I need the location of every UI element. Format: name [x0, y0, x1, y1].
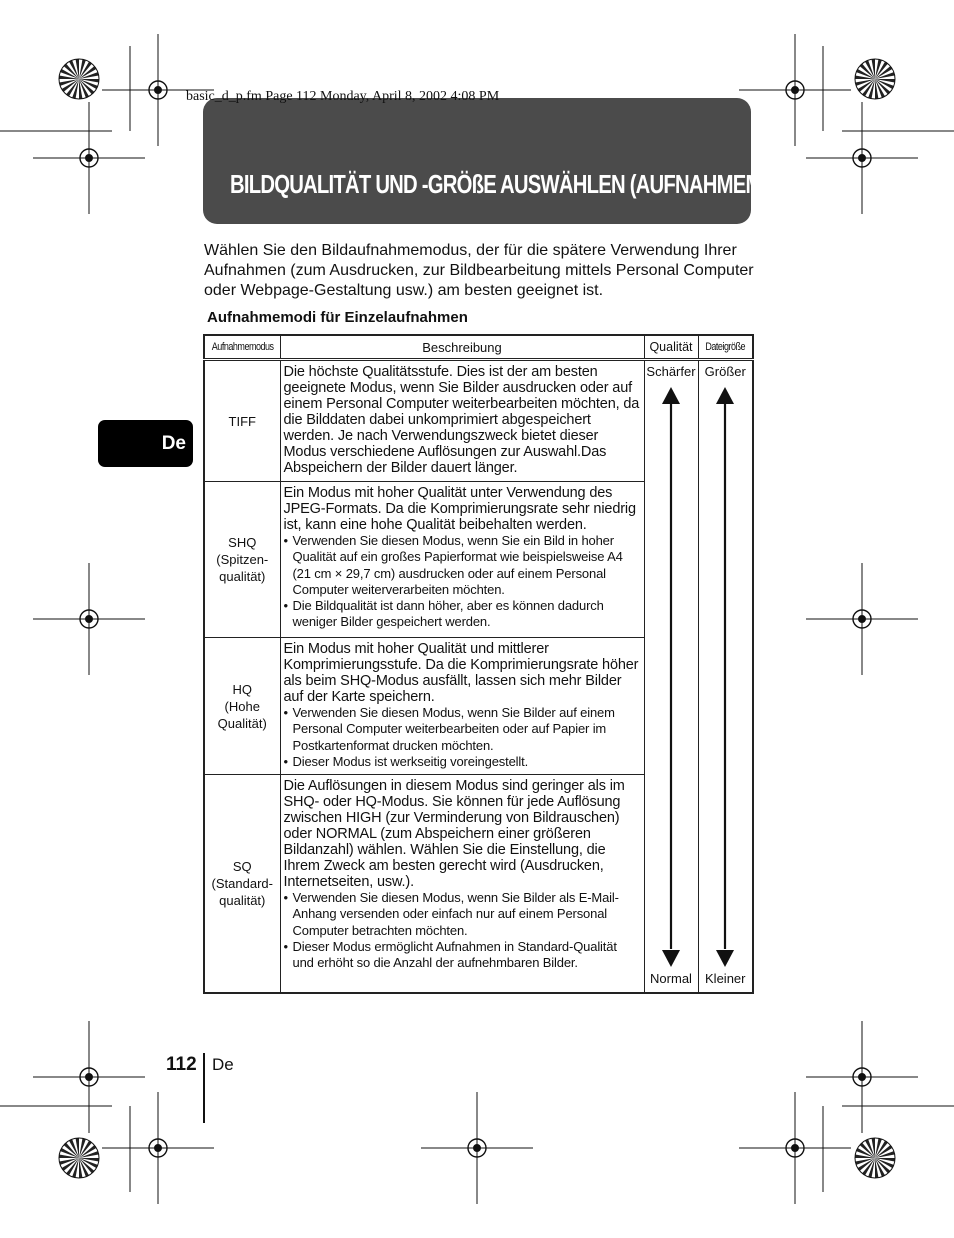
header-quality: Qualität [644, 335, 698, 360]
quality-scale-top: Schärfer [646, 364, 696, 379]
registration-mark-icon [33, 102, 145, 214]
footer-language: De [212, 1055, 234, 1074]
size-scale [698, 360, 753, 993]
mode-cell: SHQ (Spitzen- qualität) [204, 482, 280, 638]
bullet-list [284, 890, 641, 971]
bullet-list [284, 533, 641, 631]
description-cell [280, 360, 644, 482]
table-header-row [204, 335, 753, 360]
header-mode: Aufnahmemodus [204, 335, 280, 360]
star-target-icon [855, 1138, 895, 1178]
description-cell [280, 775, 644, 993]
star-target-icon [59, 59, 99, 99]
mode-cell: TIFF [204, 360, 280, 482]
description-cell [280, 482, 644, 638]
list-item: • Verwenden Sie diesen Modus, wenn Sie Bilder als E-Mail-Anhang versenden oder einfach nur auf einem Personal Computer betrachten möchten. [284, 890, 641, 939]
intro-paragraph [204, 241, 754, 301]
quality-scale-bottom: Normal [650, 970, 692, 986]
description-text: Ein Modus mit hoher Qualität und mittlerer Komprimierungsstufe. Da die Komprimierungsrate höher als beim SHQ-Modus ausfällt, lassen sich mehr Bilder auf der Karte speichern. [283, 641, 639, 705]
star-target-icon [59, 1138, 99, 1178]
list-item: • Dieser Modus ermöglicht Aufnahmen in Standard-Qualität und erhöht so die Anzahl der aufnehmbaren Bilder. [284, 939, 641, 972]
description-cell [280, 638, 644, 775]
description-text: Die Auflösungen in diesem Modus sind geringer als im SHQ- oder HQ-Modus. Sie können für jede Auflösung zwischen HIGH (zur Verminderung von Bildrauschen) oder NORMAL (zum Abspeichern einer größeren Bildanzahl) wählen. Wählen Sie die Einstellung, die Ihrem Zweck am besten gerecht wird (Ausdrucken, Internetseiten, usw.). [283, 778, 625, 891]
description-text: Die höchste Qualitätsstufe. Dies ist der am besten geeignete Modus, wenn Sie Bilder ausdrucken oder auf einem Personal Computer weiterbearbeiten möchten, da die Bilddaten dabei unkomprimiert abgespeichert werden. Je nach Verwendungszweck bietet dieser Modus verschiedene Auflösungen zur Auswahl.Das Abspeichern der Bilder dauert länger. [283, 364, 640, 476]
size-scale-bottom: Kleiner [705, 970, 746, 986]
list-item: • Verwenden Sie diesen Modus, wenn Sie Bilder auf einem Personal Computer weiterbearbeiten oder auf Papier im Postkartenformat drucken möchten. [284, 705, 641, 754]
header-description: Beschreibung [280, 335, 644, 360]
double-arrow-icon [715, 387, 735, 967]
list-item: • Die Bildqualität ist dann höher, aber es können dadurch weniger Bilder gespeichert werden. [284, 598, 641, 631]
modes-table [203, 334, 754, 994]
table-title: Aufnahmemodi für Einzelaufnahmen [207, 309, 468, 326]
registration-mark-icon [421, 1092, 533, 1204]
registration-mark-icon [33, 1021, 145, 1133]
page-title: BILDQUALITÄT UND -GRÖßE AUSWÄHLEN (AUFNAHMEMODUS) [230, 169, 824, 199]
registration-mark-icon [806, 563, 918, 675]
registration-mark-icon [806, 1021, 918, 1133]
footer-divider [203, 1053, 205, 1123]
list-item: • Dieser Modus ist werkseitig voreingestellt. [284, 754, 641, 770]
header-size: Dateigröße [698, 335, 753, 360]
bullet-list [284, 705, 641, 770]
print-file-info: basic_d_p.fm Page 112 Monday, April 8, 2002 4:08 PM [186, 89, 500, 104]
registration-mark-icon [739, 34, 851, 146]
size-scale-top: Größer [704, 364, 746, 379]
double-arrow-icon [661, 387, 681, 967]
quality-scale [644, 360, 698, 993]
list-item: • Verwenden Sie diesen Modus, wenn Sie ein Bild in hoher Qualität auf ein großes Papierformat wie beispielsweise A4 (21 cm × 29,7 cm) ausdrucken oder auf einem Personal Computer weiterverarbeiten möchten. [284, 533, 641, 598]
mode-cell: HQ (Hohe Qualität) [204, 638, 280, 775]
page-number: 112 [166, 1054, 197, 1075]
description-text: Ein Modus mit hoher Qualität unter Verwendung des JPEG-Formats. Da die Komprimierungsrate sehr niedrig ist, kann eine hohe Qualität beibehalten werden. [283, 485, 636, 533]
language-tab: De [98, 420, 193, 467]
star-target-icon [855, 59, 895, 99]
table-row [204, 360, 753, 482]
intro-text: Wählen Sie den Bildaufnahmemodus, der für die spätere Verwendung Ihrer Aufnahmen (zum Ausdrucken, zur Bildbearbeitung mittels Personal Computer oder Webpage-Gestaltung usw.) am besten geeignet ist. [204, 242, 754, 299]
mode-cell: SQ (Standard- qualität) [204, 775, 280, 993]
title-banner [203, 98, 824, 224]
registration-mark-icon [102, 1092, 214, 1204]
registration-mark-icon [739, 1092, 851, 1204]
registration-mark-icon [33, 563, 145, 675]
